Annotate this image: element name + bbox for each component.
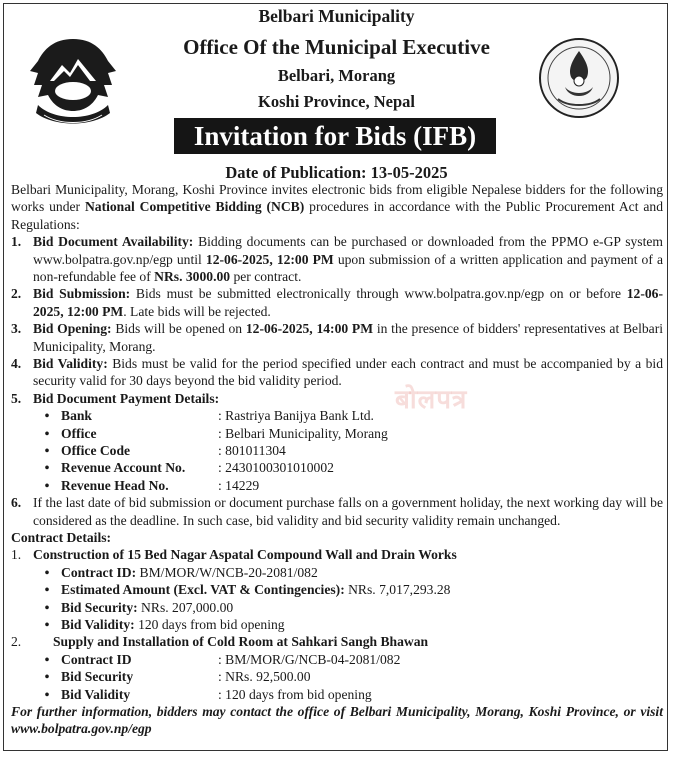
payment-row: • Office Code : 801011304 [44, 443, 286, 459]
contract-row: • Bid Security : NRs. 92,500.00 [44, 669, 311, 685]
publication-date: Date of Publication: 13-05-2025 [225, 163, 448, 182]
payment-row: • Revenue Head No. : 14229 [44, 477, 260, 493]
contract-row: • Estimated Amount (Excl. VAT & Contingencies): NRs. 7,017,293.28 [44, 582, 451, 598]
contract-row: • Bid Security: NRs. 207,000.00 [44, 599, 234, 615]
contract-row: • Bid Validity : 120 days from bid opening [44, 686, 372, 702]
contract-row: • Bid Validity: 120 days from bid opening [44, 617, 285, 633]
intro-paragraph: Belbari Municipality, Morang, Koshi Province invites electronic bids from eligible Nepalese bidders for the following works under National Competitive Bidding (NCB) procedures in accordance with the Public Procurement Act and Regulations: [11, 182, 663, 232]
payment-row: • Bank : Rastriya Banijya Bank Ltd. [44, 408, 374, 424]
office-name: Office Of the Municipal Executive [183, 35, 490, 59]
org-name: Belbari Municipality [258, 6, 415, 26]
contract-details-heading: Contract Details: [11, 530, 112, 546]
watermark: बोलपत्र [395, 385, 468, 414]
address-line-2: Koshi Province, Nepal [258, 92, 415, 111]
footer-note: For further information, bidders may contact the office of Belbari Municipality, Morang, Koshi Province, or visit www.bolpatra.gov.np/egp [11, 704, 663, 737]
address-line-1: Belbari, Morang [277, 66, 396, 85]
nepal-emblem-icon [24, 35, 122, 127]
municipality-seal-icon [538, 37, 620, 119]
document-title: Invitation for Bids (IFB) [174, 118, 496, 154]
contract-row: • Contract ID: BM/MOR/W/NCB-20-2081/082 [44, 564, 318, 580]
item-5: 5. Bid Document Payment Details: [11, 390, 220, 406]
item-1: 1. Bid Document Availability: Bidding documents can be purchased or downloaded from the PPMO e-GP system www.bolpatra.gov.np/egp until 12-06-2025, 12:00 PM upon submission of a written application and payment of a non-refundable fee of NRs. 3000.00 per contract. [11, 234, 663, 285]
contract-2-title: 2. Supply and Installation of Cold Room at Sahkari Sangh Bhawan [11, 634, 429, 650]
item-3: 3. Bid Opening: Bids will be opened on 12-06-2025, 14:00 PM in the presence of bidders' representatives at Belbari Municipality, Morang. [11, 321, 663, 354]
contract-1-title: 1. Construction of 15 Bed Nagar Aspatal Compound Wall and Drain Works [11, 547, 457, 563]
item-2: 2. Bid Submission: Bids must be submitted electronically through www.bolpatra.gov.np/egp on or before 12-06-2025, 12:00 PM. Late bids will be rejected. [11, 286, 663, 319]
item-6: 6. If the last date of bid submission or document purchase falls on a government holiday, the next working day will be considered as the deadline. In such case, bid validity and bid security validity remain unchanged. [11, 495, 663, 528]
contract-row: • Contract ID : BM/MOR/G/NCB-04-2081/082 [44, 651, 401, 667]
payment-row: • Office : Belbari Municipality, Morang [44, 425, 388, 441]
item-4: 4. Bid Validity: Bids must be valid for the period specified under each contract and must be accompanied by a bid security valid for 30 days beyond the bid validity period. [11, 356, 663, 389]
notice-body [11, 181, 663, 738]
payment-row: • Revenue Account No. : 2430100301010002 [44, 460, 334, 476]
